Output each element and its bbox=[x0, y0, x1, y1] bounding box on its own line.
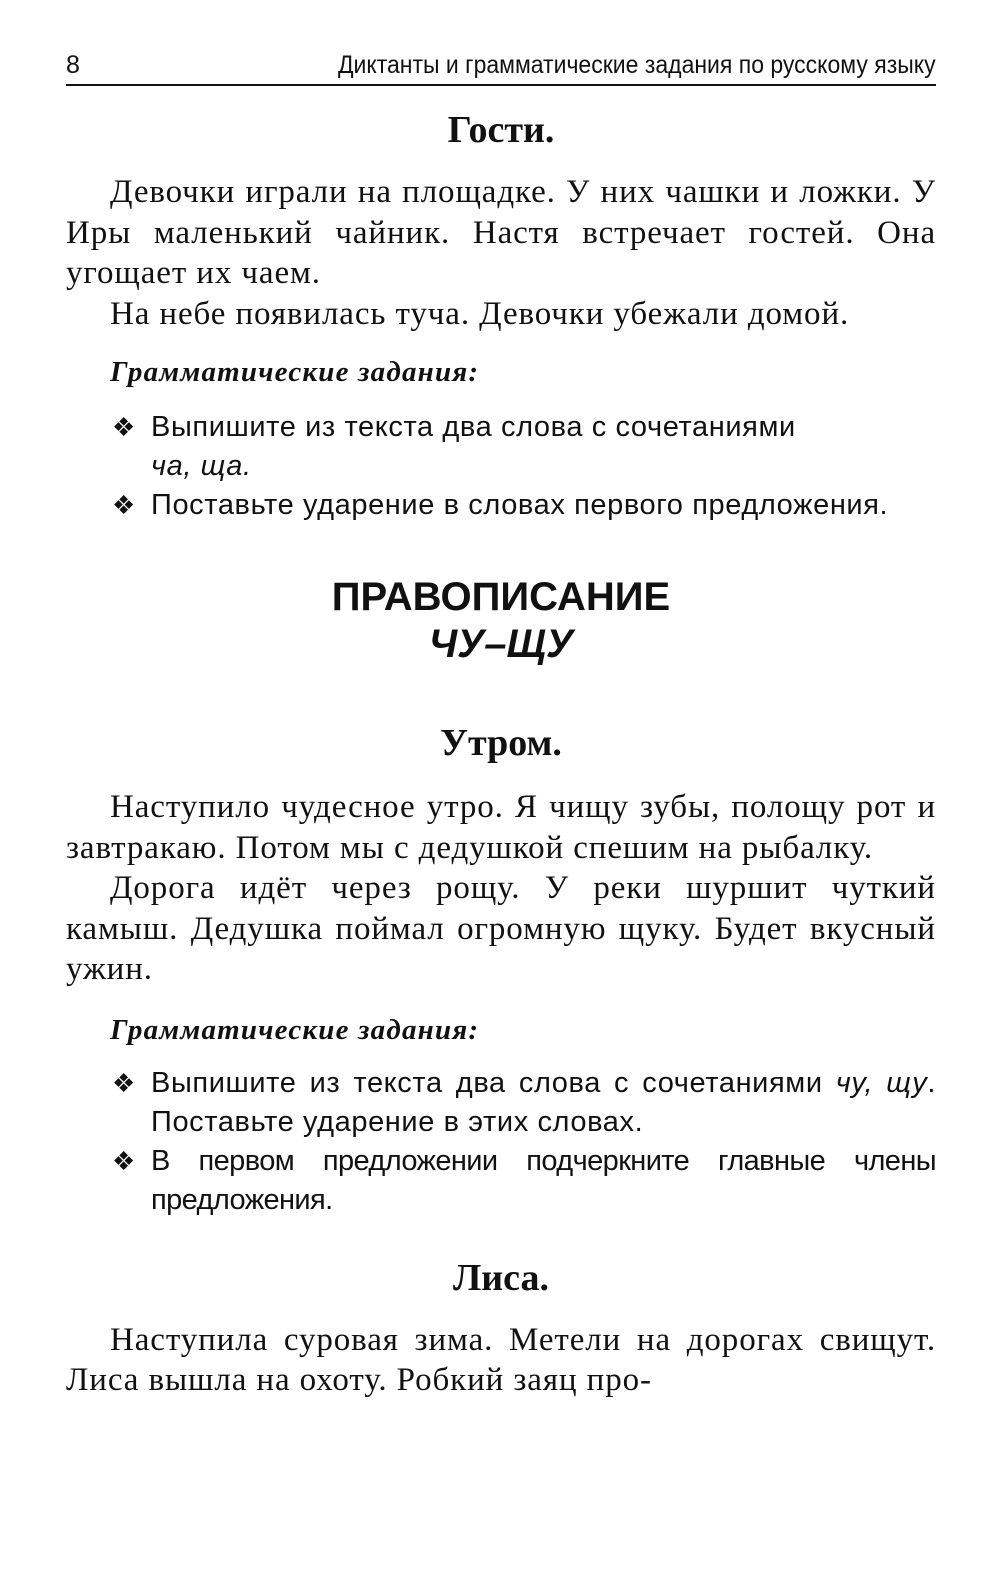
page-number: 8 bbox=[66, 51, 80, 79]
grammar-task: ❖ В первом предложении подчеркните главные члены предложения. bbox=[66, 1142, 936, 1220]
book-page bbox=[66, 40, 936, 1401]
diamond-bullet-icon: ❖ bbox=[112, 412, 136, 442]
running-header bbox=[66, 40, 936, 86]
grammar-task-list bbox=[66, 1064, 936, 1220]
grammar-task: ❖ Выпишите из текста два слова с сочетаниями ча, ща. bbox=[66, 408, 936, 486]
section-title: ПРАВОПИСАНИЕ bbox=[331, 575, 671, 619]
story-paragraph: Дорога идёт через рощу. У реки шуршит чуткий камыш. Дедушка поймал огромную щуку. Будет вкусный ужин. bbox=[66, 870, 936, 987]
story-title-lisa: Лиса. bbox=[452, 1256, 550, 1299]
story-title-gosti: Гости. bbox=[447, 109, 555, 151]
section-subtitle: ЧУ–ЩУ bbox=[428, 622, 574, 666]
diamond-bullet-icon: ❖ bbox=[112, 1145, 135, 1176]
grammar-task: ❖ Выпишите из текста два слова с сочетаниями чу, щу. Поставьте ударение в этих словах. bbox=[66, 1064, 936, 1142]
story-title-utrom: Утром. bbox=[440, 722, 562, 764]
grammar-task: ❖ Поставьте ударение в словах первого предложения. bbox=[66, 486, 936, 525]
story-paragraph: Девочки играли на площадке. У них чашки и ложки. У Иры маленький чайник. Настя встречает гостей. Она угощает их чаем. bbox=[66, 174, 936, 291]
diamond-bullet-icon: ❖ bbox=[112, 1067, 136, 1098]
story-paragraph: На небе появилась туча. Девочки убежали домой. bbox=[110, 295, 850, 332]
story-paragraph: Наступило чудесное утро. Я чищу зубы, полощу рот и завтракаю. Потом мы с дедушкой спешим на рыбалку. bbox=[66, 789, 936, 866]
story-paragraph: Наступила суровая зима. Метели на дорогах свищут. Лиса вышла на охоту. Робкий заяц про- bbox=[66, 1321, 936, 1398]
running-title: Диктанты и грамматические задания по русскому языку bbox=[338, 51, 936, 79]
diamond-bullet-icon: ❖ bbox=[112, 490, 136, 520]
grammar-tasks-heading: Грамматические задания: bbox=[110, 1013, 480, 1046]
grammar-tasks-heading: Грамматические задания: bbox=[110, 356, 480, 388]
grammar-task-list bbox=[66, 408, 936, 525]
